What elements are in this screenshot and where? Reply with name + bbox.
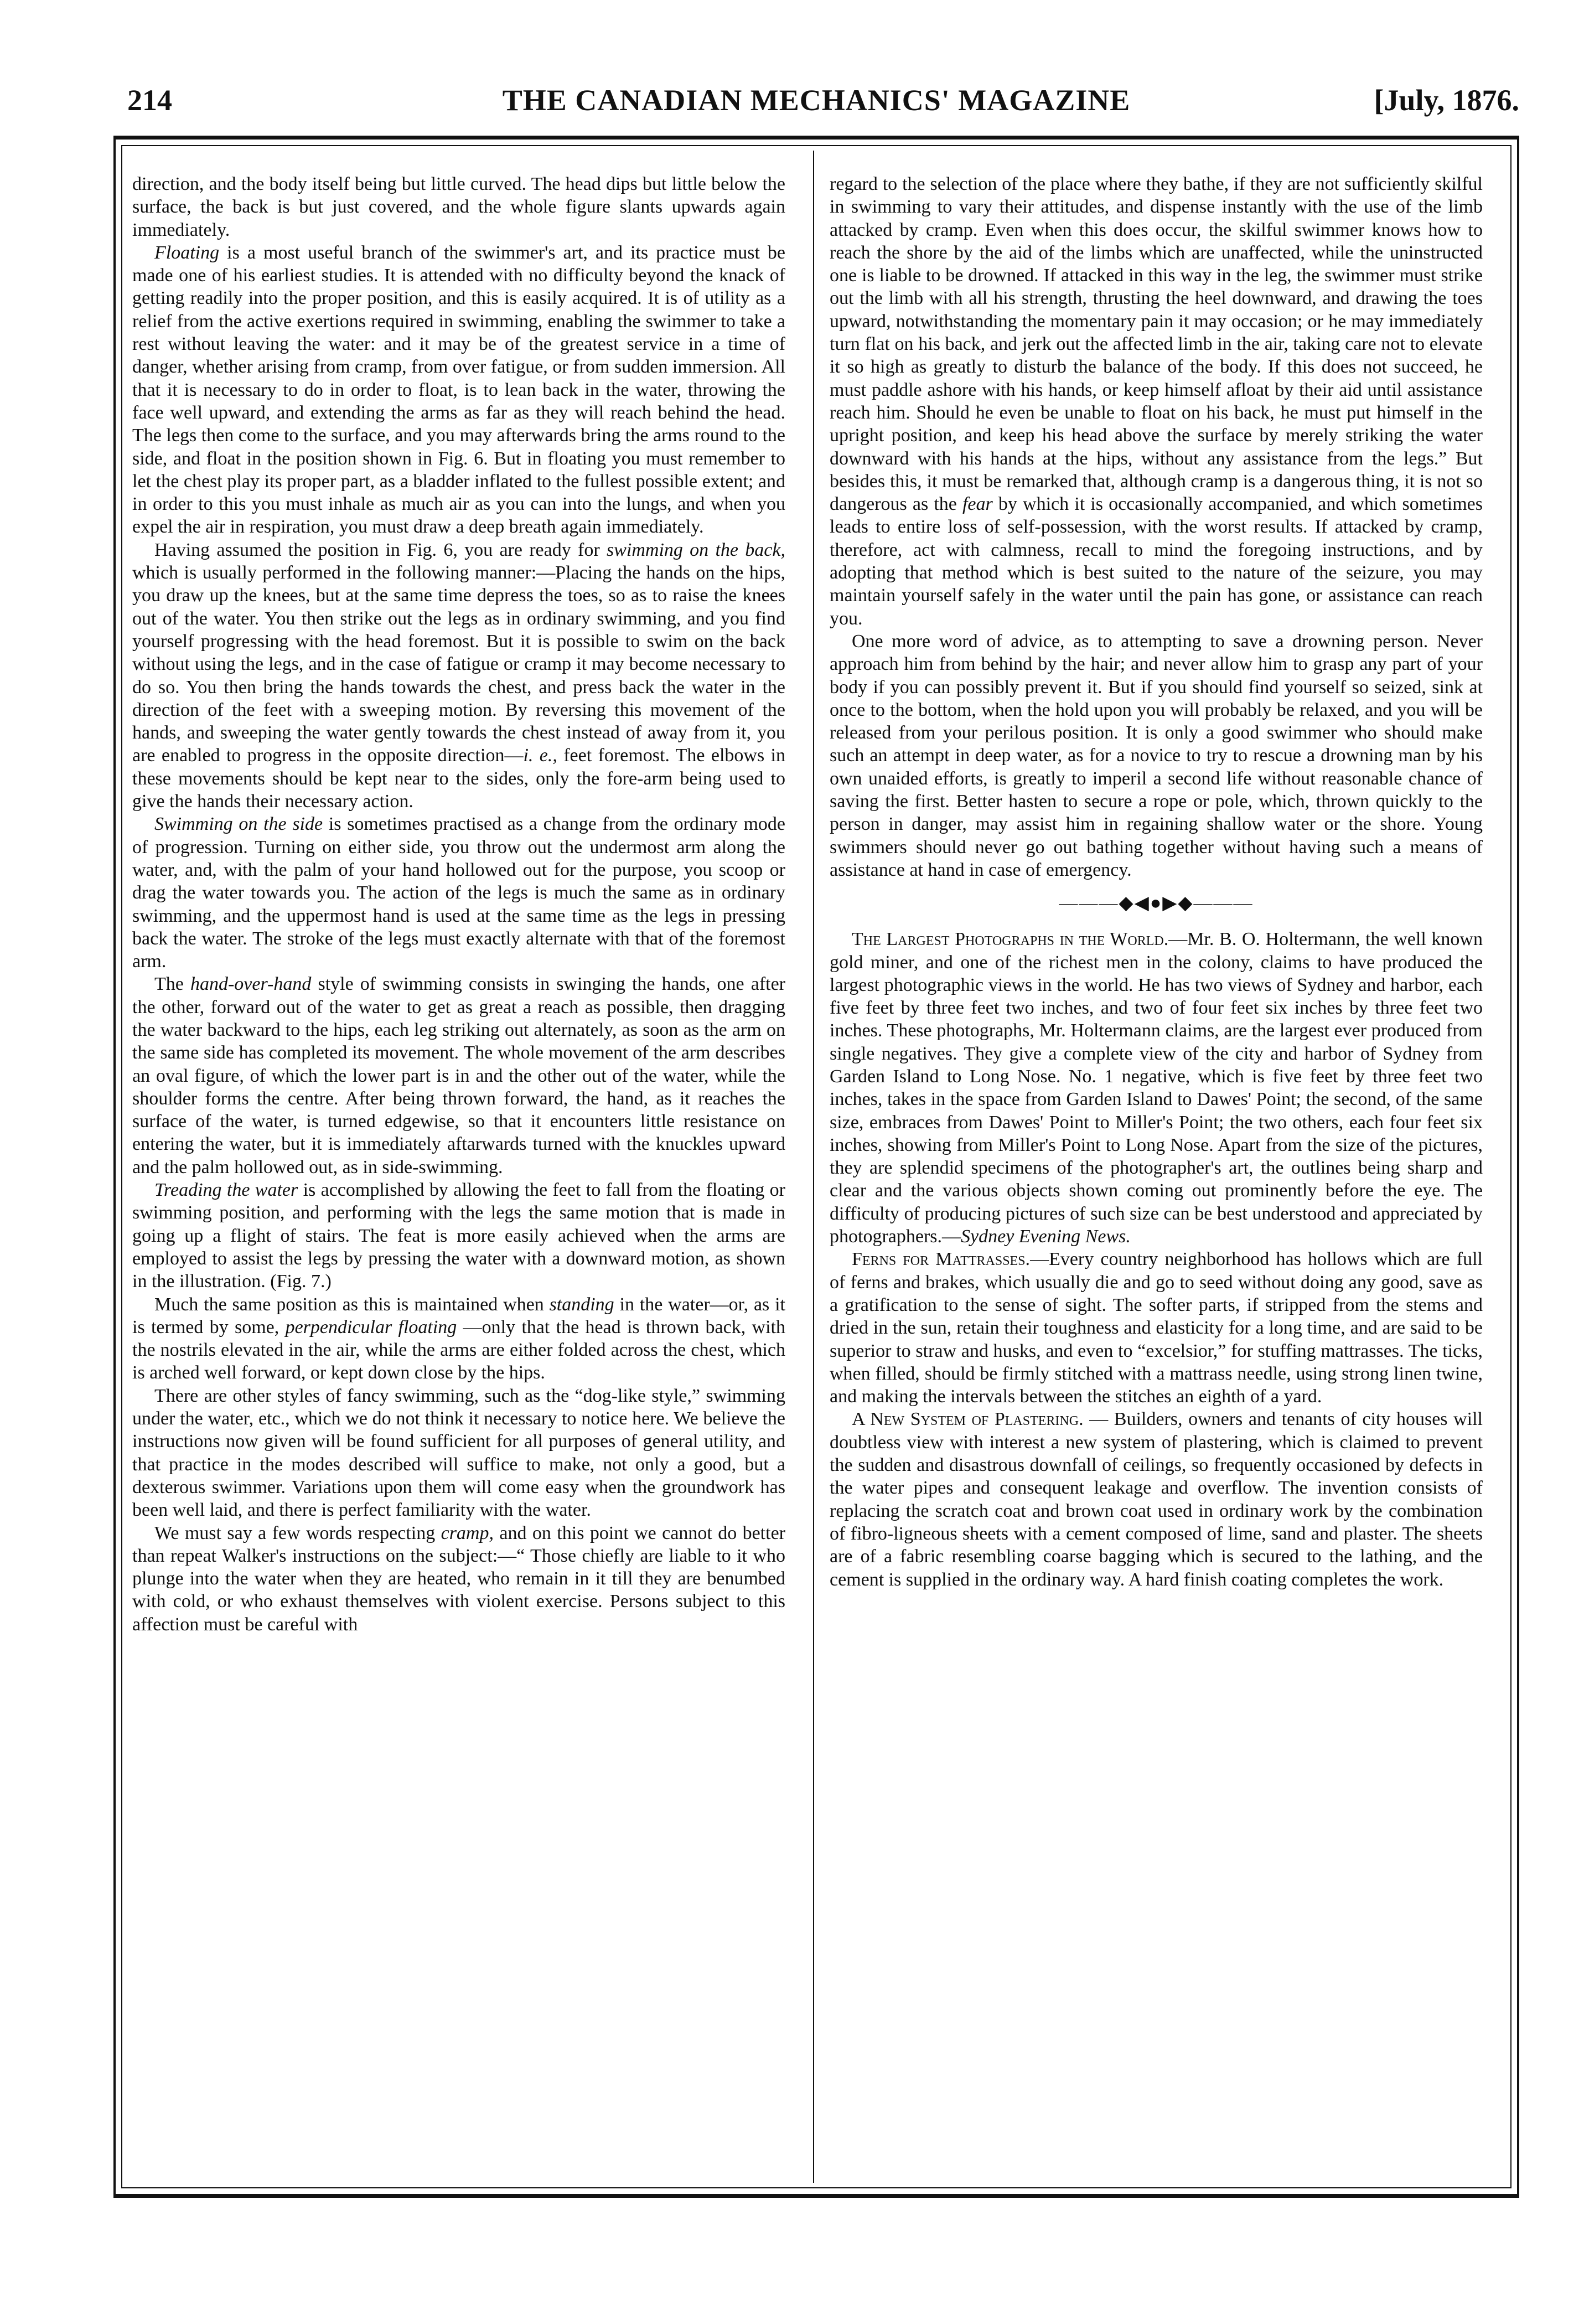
column-divider xyxy=(813,151,814,2183)
hoh-text-b: style of swimming consists in swinging the hands, one after the other, forward out of the water to get as great a reach as possible, then dragging the water backward to the hips, each leg striking out alternately, as soon as the arm on the same side has completed its movement. The whole movement of the arm describes an oval figure, of which the lower part is in and the other out of the water, while the shoulder forms the centre. After being thrown forward, the hand, as it reaches the surface of the water, is turned edgewise, so that it encounters little resistance on entering the water, but it is immediately aftarwards turned with the knuckles upward and the palm hollowed out, as in side-swimming. xyxy=(132,974,785,1178)
cramp-text-a: We must say a few words respecting xyxy=(154,1522,441,1543)
ferns-text: —Every country neighborhood has hollows which are full of ferns and brakes, which usually die and go to seed without doing any good, save as a gratification to the sense of sight. The softer parts, if stripped from the stems and dried in the sun, retain their toughness and elasticity for a long time, and are said to be superior to straw and husks, and even to “excelsior,” for stuffing mattrasses. The ticks, when filled, should be firmly stitched with a mattrass needle, using strong linen twine, and making the intervals between the stitches an eighth of a yard. xyxy=(830,1249,1483,1407)
standing-text-b: in the water—or, as it is termed by some, xyxy=(132,1294,785,1337)
standing-text-a: Much the same position as this is maintained when xyxy=(154,1294,550,1315)
hoh-text-a: The xyxy=(154,974,190,995)
standing-text-c: —only that the head is thrown back, with the nostrils elevated in the air, while the arms are either folded across the chest, which is arched well forward, or kept down close by the hips. xyxy=(132,1316,785,1383)
paragraph-rescue-advice: One more word of advice, as to attempting to save a drowning person. Never approach him from behind by the hair; and never allow him to grasp any part of your body if you can possibly prevent it. But if you should find yourself so seized, sink at once to the bottom, when the hold upon you will probably be relaxed, and you will be released from your perilous position. It is only a good swimmer who should make such an attempt in deep water, as for a novice to try to rescue a drowning man by his own unaided efforts, is greatly to imperil a second life without reasonable chance of saving the first. Better hasten to secure a rope or pole, which, thrown quickly to the person in danger, may assist him in regaining shallow water or the shore. Young swimmers should never go out bathing together without having such a means of assistance at hand in case of emergency. xyxy=(830,631,1483,880)
right-column xyxy=(830,173,1483,1591)
cramp-text-b: and on this point we cannot do better than repeat Walker's instructions on the subject:—“ Those chiefly are liable to it who plunge into the water when they are heated, who remain in it till they are benumbed with cold, or who exhaust themselves with violent exercise. Persons subject to this affection must be careful with xyxy=(132,1522,785,1635)
back-text-b: which is usually performed in the following manner:—Placing the hands on the hips, you draw up the knees, but at the same time depress the toes, so as to raise the knees out of the water. You then strike out the legs as in ordinary swimming, and you find yourself progressing with the head foremost. But it is possible to swim on the back without using the legs, and in the case of fatigue or cramp it may become necessary to do so. You then bring the hands towards the chest, and press back the water in the direction of the feet with a sweeping motion. By reversing this movement of the hands, and sweeping the water gently towards the chest instead of away from it, you are enabled to progress in the opposite direction— xyxy=(132,562,785,766)
side-term: Swimming on the side xyxy=(154,814,323,835)
paragraph-fancy-styles: There are other styles of fancy swimming, such as the “dog-like style,” swimming under the water, etc., which we do not think it necessary to notice here. We believe the instructions now given will be found sufficient for all purposes of general utility, and that practice in the modes described will suffice to make, not only a good, but a dexterous swimmer. Variations upon them will come easy when the groundwork has been well laid, and there is perfect familiarity with the water. xyxy=(132,1385,785,1521)
floating-text: is a most useful branch of the swimmer's art, and its practice must be made one of his earliest studies. It is attended with no difficulty beyond the knack of getting readily into the proper position, and this is easily acquired. It is of utility as a relief from the active exertions required in swimming, enabling the swimmer to take a rest without leaving the water: and it may be of the greatest service in a time of danger, whether arising from cramp, from over fatigue, or from sudden immersion. All that it is necessary to do in order to float, is to lean back in the water, throwing the face well upward, and extending the arms as far as they will reach behind the head. The legs then come to the surface, and you may afterwards bring the arms round to the side, and float in the position shown in Fig. 6. But in floating you must remember to let the chest play its proper part, as a bladder inflated to the fullest possible extent; and in order to this you must inhale as much air as you can into the lungs, and when you expel the air in respiration, you must draw a deep breath again immediately. xyxy=(132,242,785,538)
page-number: 214 xyxy=(127,84,172,117)
article-largest-photographs xyxy=(830,928,1483,1248)
photographs-source: Sydney Evening News. xyxy=(961,1226,1131,1247)
left-column xyxy=(132,173,785,1636)
paragraph-cramp xyxy=(132,1522,785,1636)
cramp-cont-b: by which it is occasionally accompanied, and which sometimes leads to entire loss of self-possession, with the worst results. If attacked by cramp, therefore, act with calmness, recall to mind the foregoing instructions, and by adopting that method which is best suited to the nature of the seizure, you may maintain yourself safely in the water until the pain has gone, or assistance can reach you. xyxy=(830,494,1483,629)
perpendicular-term: perpendicular floating xyxy=(285,1316,457,1337)
issue-date: [July, 1876. xyxy=(1374,84,1519,117)
side-text: is sometimes practised as a change from the ordinary mode of progression. Turning on either side, you throw out the undermost arm along the water, and, with the palm of your hand hollowed out for the purpose, you scoop or drag the water towards you. The action of the legs is much the same as in ordinary swimming, and the uppermost hand is used at the same time as the legs in pressing back the water. The stroke of the legs must exactly alternate with that of the foremost arm. xyxy=(132,814,786,972)
paragraph-treading xyxy=(132,1179,785,1293)
hoh-term: hand-over-hand xyxy=(190,974,312,995)
standing-term: standing xyxy=(549,1294,614,1315)
back-text-a: Having assumed the position in Fig. 6, you are ready for xyxy=(154,539,607,560)
ornamental-divider: ———◆◀●▶◆——— xyxy=(1059,893,1254,914)
article-plastering xyxy=(830,1408,1483,1590)
paragraph-diving-end: direction, and the body itself being but little curved. The head dips but little below the surface, the back is but just covered, and the whole figure slants upwards again immediately. xyxy=(132,174,785,240)
article-ferns-mattrasses xyxy=(830,1248,1483,1408)
paragraph-standing xyxy=(132,1293,785,1385)
magazine-title: THE CANADIAN MECHANICS' MAGAZINE xyxy=(502,84,1131,117)
paragraph-floating xyxy=(132,241,785,539)
paragraph-side-swimming xyxy=(132,813,785,973)
floating-term: Floating xyxy=(154,242,220,263)
ie-abbrev: i. e., xyxy=(523,745,557,766)
paragraph-back-swimming xyxy=(132,539,785,813)
treading-text: is accomplished by allowing the feet to fall from the floating or swimming position, and performing with the legs the same motion that is made in going up a flight of stairs. The feat is more easily achieved when the arms are employed to assist the legs by pressing the water with a downward motion, as shown in the illustration. (Fig. 7.) xyxy=(132,1180,785,1292)
photographs-text: —Mr. B. O. Holtermann, the well known gold miner, and one of the richest men in the colony, claims to have produced the largest photographic views in the world. He has two views of Sydney and harbor, each five feet by three feet two inches, and two of four feet six inches by three feet two inches. These photographs, Mr. Holtermann claims, are the largest ever produced from single negatives. They give a complete view of the city and harbor of Sydney from Garden Island to Long Nose. No. 1 negative, which is five feet by three feet two inches, takes in the space from Garden Island to Dawes' Point; the second, of the same size, embraces from Dawes' Point to Miller's Point; the two others, each four feet six inches, showing from Miller's Point to Long Nose. Apart from the size of the pictures, they are splendid specimens of the photographer's art, the outlines being sharp and clear and the various objects shown coming out prominently before the eye. The difficulty of producing pictures of such size can be best understood and appreciated by photographers.— xyxy=(830,929,1483,1247)
paragraph-hand-over-hand xyxy=(132,973,785,1179)
cramp-term: cramp, xyxy=(441,1522,494,1543)
paragraph-cramp-continued xyxy=(830,173,1483,630)
back-term: swimming on the back, xyxy=(606,539,785,560)
ferns-heading: Ferns for Mattrasses. xyxy=(852,1249,1031,1270)
photographs-heading: The Largest Photographs in the World. xyxy=(852,929,1169,950)
plastering-text: — Builders, owners and tenants of city houses will doubtless view with interest a new system of plastering, which is claimed to prevent the sudden and disastrous downfall of ceilings, so frequently occasioned by defects in the water pipes and consequent leakage and overflow. The invention consists of replacing the scratch coat and brown coat used in ordinary work by the combination of fibro-ligneous sheets with a cement composed of lime, sand and plaster. The sheets are of a fabric resembling coarse bagging which is secured to the lathing, and the cement is supplied in the ordinary way. A hard finish coating completes the work. xyxy=(830,1409,1483,1590)
page-header xyxy=(113,83,1519,127)
plastering-heading: A New System of Plastering. xyxy=(852,1409,1084,1430)
cramp-cont-a: regard to the selection of the place where they bathe, if they are not sufficiently skilful in swimming to vary their attitudes, and dispense instantly with the use of the limb attacked by cramp. Even when this does occur, the skilful swimmer knows how to reach the shore by the aid of the limbs which are unaffected, while the uninstructed one is liable to be drowned. If attacked in this way in the leg, the swimmer must strike out the limb with all his strength, thrusting the heel downward, and drawing the toes upward, notwithstanding the momentary pain it may occasion; or he may immediately turn flat on his back, and jerk out the affected limb in the air, taking care not to elevate it so high as greatly to disturb the balance of the body. If this does not succeed, he must paddle ashore with his hands, or keep himself afloat by their aid until assistance reach him. Should he even be unable to float on his back, he must put himself in the upright position, and keep his head above the surface by merely striking the water downward with his hands at the hips, without any assistance from the legs.” But besides this, it must be remarked that, although cramp is a dangerous thing, it is not so dangerous as the xyxy=(830,174,1483,515)
treading-term: Treading the water xyxy=(154,1180,298,1201)
back-text-c: feet foremost. The elbows in these movements should be kept near to the sides, only the fore-arm being used to give the hands their necessary action. xyxy=(132,745,785,812)
fear-term: fear xyxy=(962,494,993,515)
text-frame xyxy=(113,136,1519,2198)
